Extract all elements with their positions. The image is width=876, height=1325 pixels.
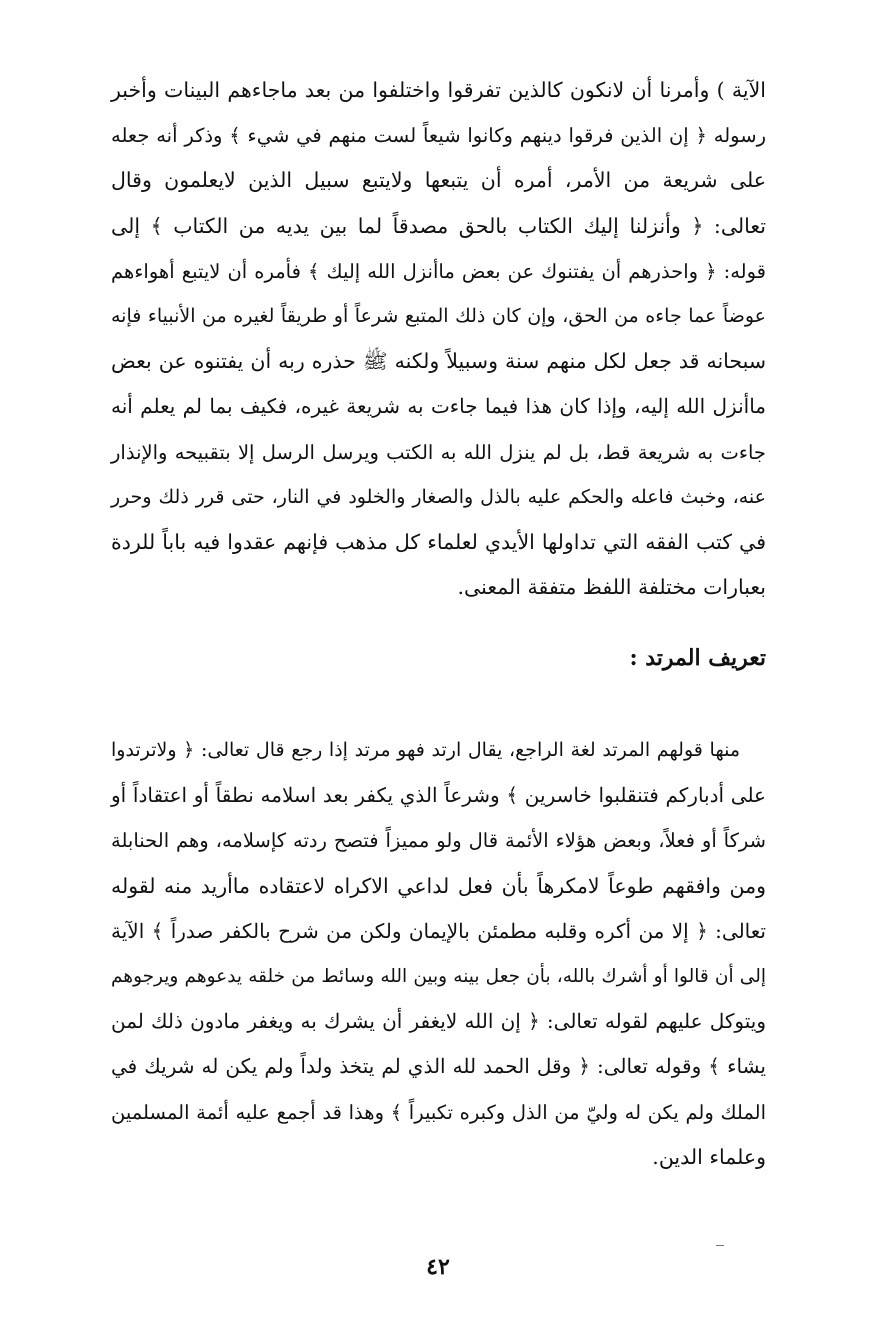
paragraph-line: على شريعة من الأمر، أمره أن يتبعها ولايتبع سبيل الذين لايعلمون وقال — [111, 168, 766, 193]
paragraph-line: تعالى: ﴿ إلا من أكره وقلبه مطمئن بالإيمان ولكن من شرح بالكفر صدراً ﴾ الآية — [111, 918, 766, 943]
paragraph-line: عوضاً عما جاءه من الحق، وإن كان ذلك المتبع شرعاً أو طريقاً لغيره من الأنبياء فإنه — [111, 305, 766, 328]
paragraph-line: بعبارات مختلفة اللفظ متفقة المعنى. — [457, 575, 766, 600]
paragraph-line: ويتوكل عليهم لقوله تعالى: ﴿ إن الله لايغفر أن يشرك به ويغفر مادون ذلك لمن — [111, 1009, 766, 1034]
paragraph-1 — [111, 68, 766, 610]
paragraph-line: وعلماء الدين. — [652, 1144, 766, 1169]
page-number: ٤٢ — [426, 1254, 450, 1280]
section-heading: تعريف المرتد : — [629, 645, 766, 671]
paragraph-line: الملك ولم يكن له وليّ من الذل وكبره تكبيراً ﴾ وهذا قد أجمع عليه أئمة المسلمين — [111, 1100, 766, 1124]
paragraph-line: جاءت به شريعة قط، بل لم ينزل الله به الكتب ويرسل الرسل إلا بتقبيحه والإنذار — [111, 440, 766, 464]
paragraph-line: يشاء ﴾ وقوله تعالى: ﴿ وقل الحمد لله الذي لم يتخذ ولداً ولم يكن له شريك في — [111, 1054, 766, 1079]
paragraph-2 — [111, 728, 766, 1180]
paragraph-line: في كتب الفقه التي تداولها الأيدي لعلماء كل مذهب فإنهم عقدوا فيه باباً للردة — [111, 530, 766, 555]
paragraph-line: شركاً أو فعلاً، وبعض هؤلاء الأئمة قال ولو مميزاً فتصح ردته كإسلامه، وهم الحنابلة — [111, 829, 766, 853]
paragraph-line: رسوله ﴿ إن الذين فرقوا دينهم وكانوا شيعاً لست منهم في شيء ﴾ وذكر أنه جعله — [111, 124, 766, 148]
paragraph-line: ماأنزل الله إليه، وإذا كان هذا فيما جاءت به شريعة غيره، فكيف بما لم يعلم أنه — [111, 394, 766, 419]
paragraph-line: قوله: ﴿ واحذرهم أن يفتنوك عن بعض ماأنزل الله إليك ﴾ فأمره أن لايتبع أهواءهم — [111, 259, 766, 283]
paragraph-line: إلى أن قالوا أو أشرك بالله، بأن جعل بينه وبين الله وسائط من خلقه يدعوهم ويرجوهم — [111, 966, 766, 988]
paragraph-line: تعالى: ﴿ وأنزلنا إليك الكتاب بالحق مصدقاً لما بين يديه من الكتاب ﴾ إلى — [111, 213, 766, 238]
paragraph-line: على أدباركم فتنقلبوا خاسرين ﴾ وشرعاً الذي يكفر بعد اسلامه نطقاً أو اعتقاداً أو — [111, 783, 766, 808]
paragraph-line: عنه، وخبث فاعله والحكم عليه بالذل والصغار والخلود في النار، حتى قرر ذلك وحرر — [111, 485, 766, 508]
stray-mark — [716, 1245, 724, 1246]
paragraph-line: الآية ) وأمرنا أن لانكون كالذين تفرقوا واختلفوا من بعد ماجاءهم البينات وأخبر — [111, 78, 766, 102]
paragraph-line: منها قولهم المرتد لغة الراجع، يقال ارتد فهو مرتد إذا رجع قال تعالى: ﴿ ولاترتدوا — [111, 739, 740, 761]
paragraph-line: سبحانه قد جعل لكل منهم سنة وسبيلاً ولكنه ﷺ حذره ربه أن يفتنوه عن بعض — [111, 349, 766, 374]
paragraph-line: ومن وافقهم طوعاً لامكرهاً بأن فعل لداعي الاكراه لاعتقاده ماأريد منه لقوله — [111, 873, 766, 898]
